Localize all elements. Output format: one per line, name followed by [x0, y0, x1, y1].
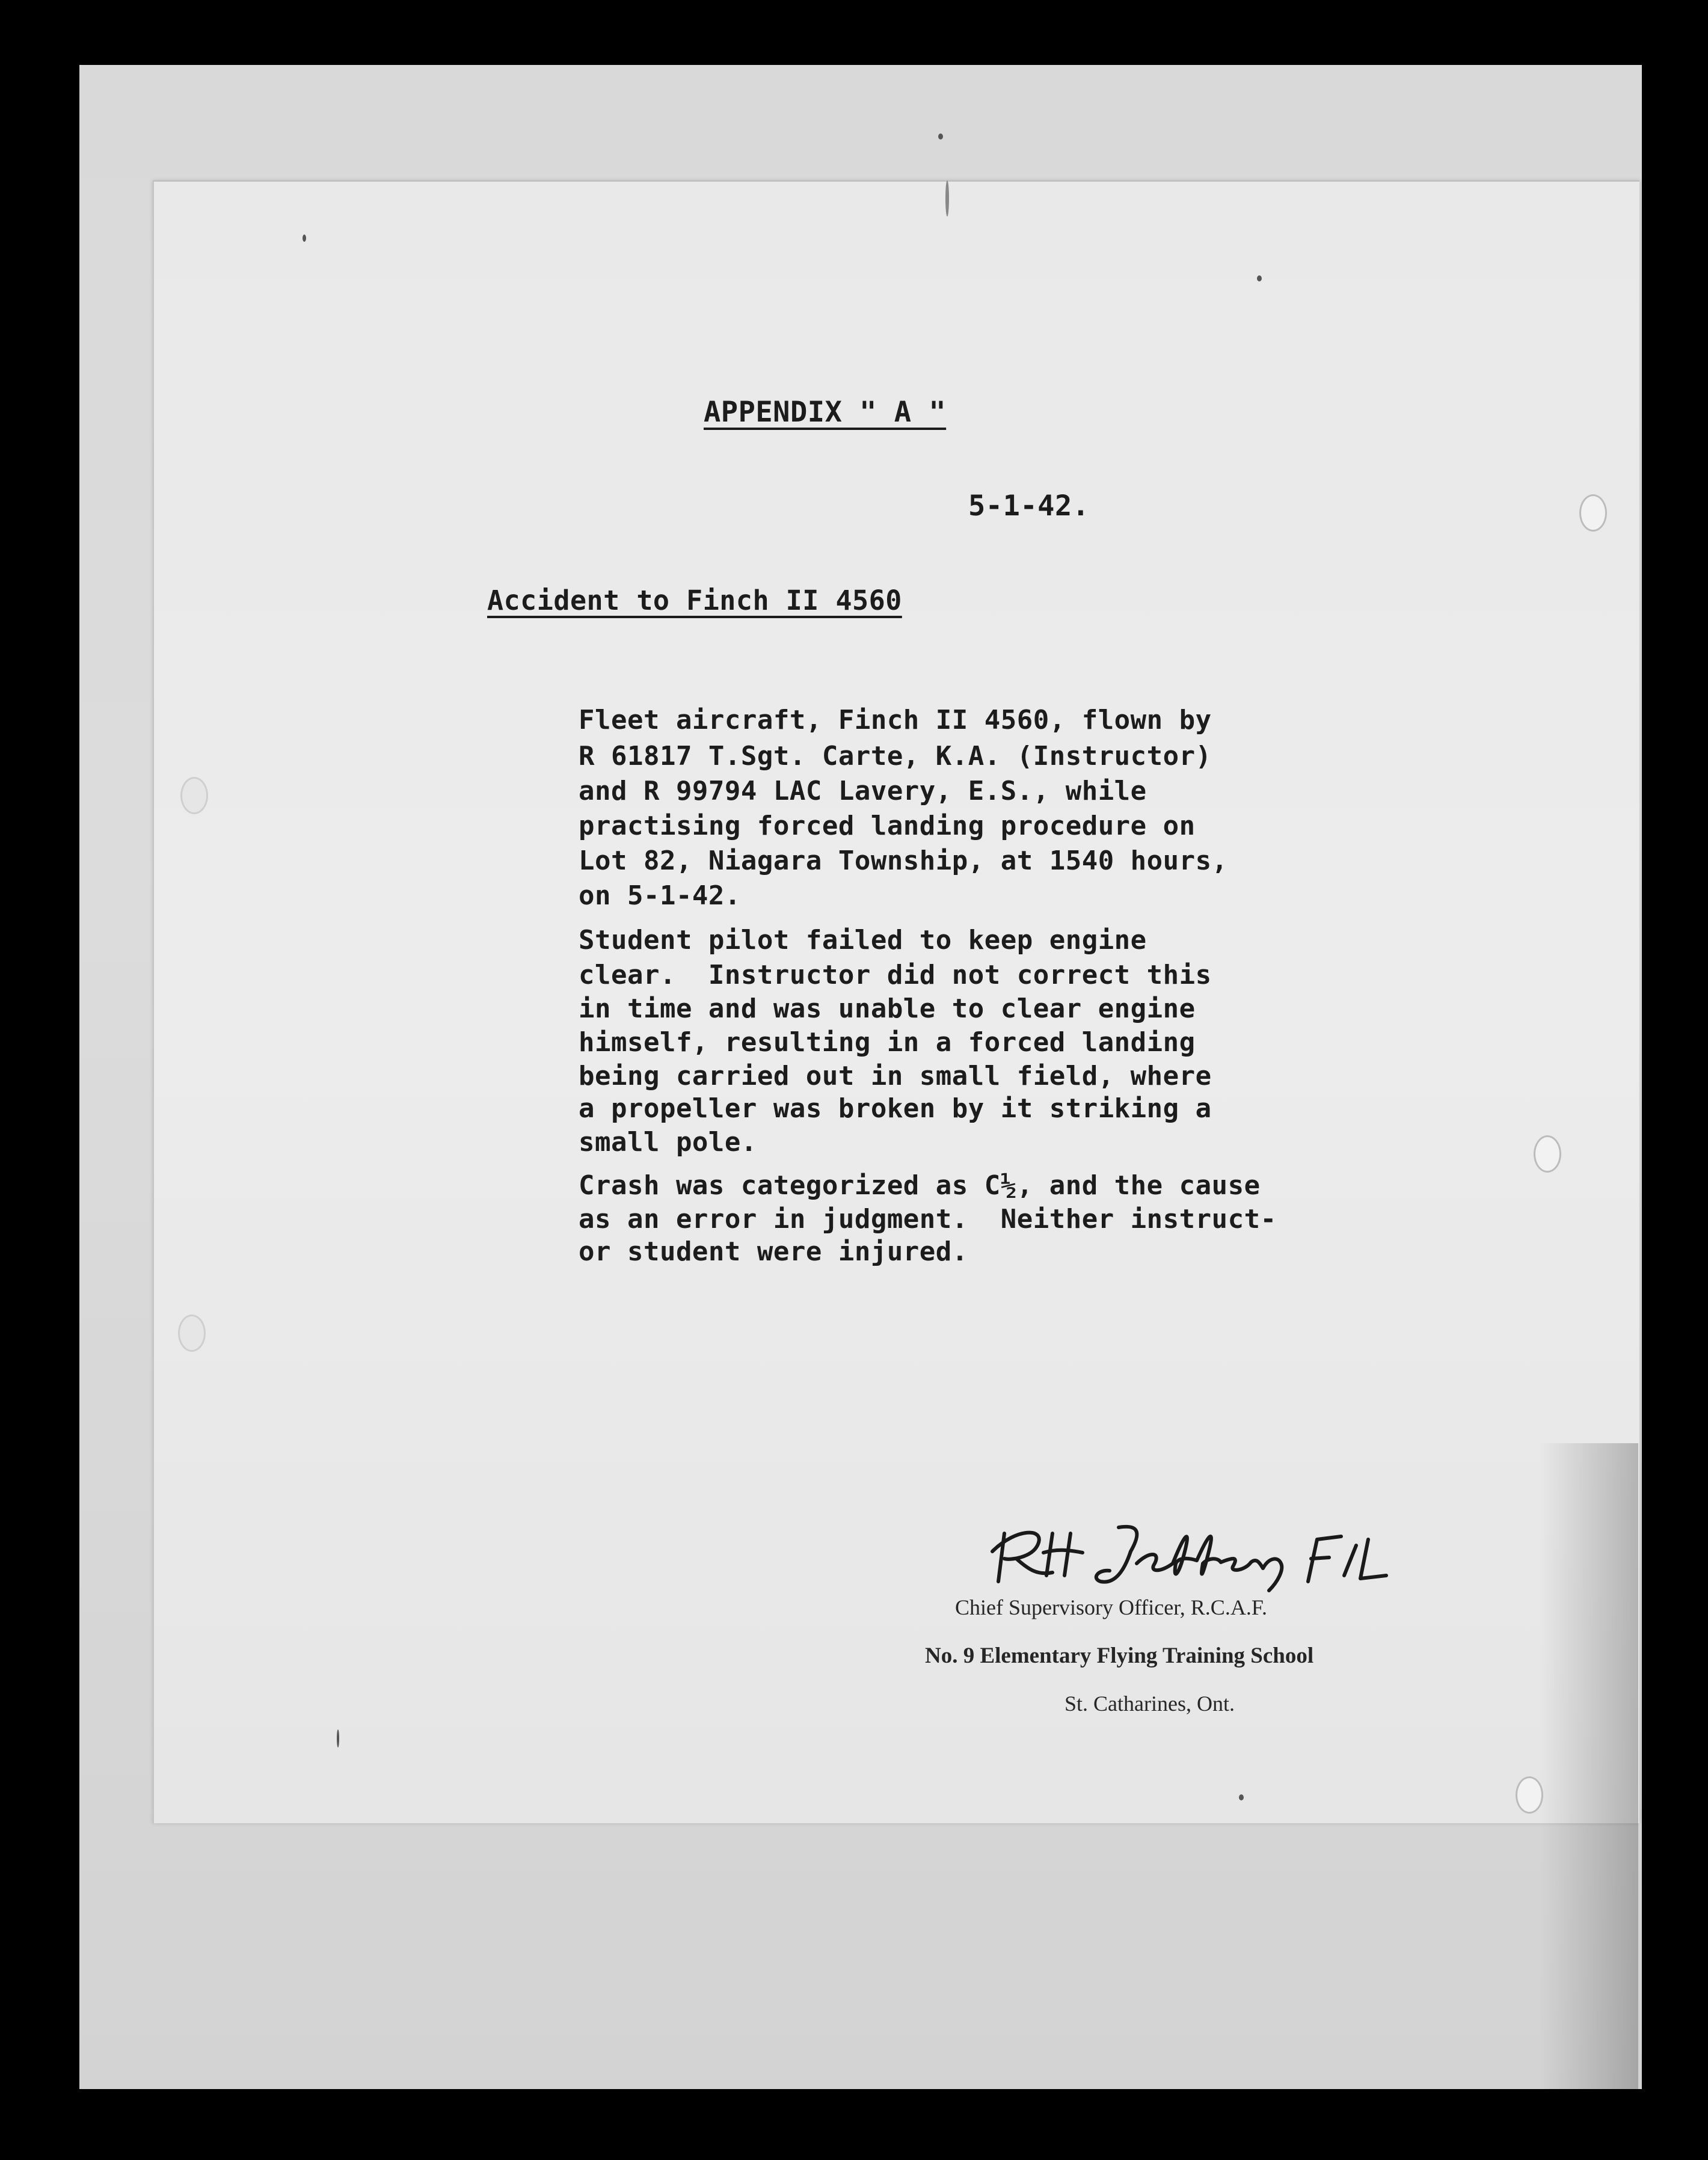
paragraph-2-line: Student pilot failed to keep engine	[579, 925, 1147, 956]
signatory-title: Chief Supervisory Officer, R.C.A.F.	[955, 1595, 1267, 1619]
scan-speck	[945, 180, 949, 216]
punch-hole-right-mid	[1534, 1135, 1561, 1173]
scan-speck	[303, 235, 306, 242]
punch-hole-right-top	[1579, 494, 1607, 532]
subject-heading: Accident to Finch II 4560	[487, 584, 902, 616]
paragraph-1-line: on 5-1-42.	[579, 880, 741, 911]
paragraph-1-line: Fleet aircraft, Finch II 4560, flown by	[579, 705, 1212, 735]
appendix-heading: APPENDIX " A "	[704, 396, 947, 429]
scan-speck	[1257, 275, 1262, 281]
punch-hole-left-low	[178, 1315, 206, 1352]
paragraph-2-line: in time and was unable to clear engine	[579, 993, 1196, 1024]
handwritten-signature	[980, 1515, 1413, 1594]
paragraph-2-line: clear. Instructor did not correct this	[579, 960, 1212, 990]
document-date: 5-1-42.	[968, 489, 1090, 523]
punch-hole-left-top	[180, 777, 208, 814]
paragraph-1-line: Lot 82, Niagara Township, at 1540 hours,	[579, 845, 1228, 876]
paragraph-2-line: a propeller was broken by it striking a	[579, 1093, 1212, 1124]
scan-speck	[1239, 1794, 1244, 1800]
scan-speck	[938, 133, 943, 140]
paragraph-3-line: or student were injured.	[579, 1236, 968, 1267]
paragraph-1-line: practising forced landing procedure on	[579, 811, 1196, 841]
paragraph-3-line: as an error in judgment. Neither instruct-	[579, 1204, 1277, 1235]
paragraph-2-line: small pole.	[579, 1127, 757, 1158]
paragraph-1-line: and R 99794 LAC Lavery, E.S., while	[579, 776, 1147, 806]
punch-hole-right-low	[1516, 1776, 1543, 1814]
signature-block	[902, 1515, 1504, 1720]
signatory-unit: No. 9 Elementary Flying Training School	[925, 1643, 1314, 1668]
paragraph-2-line: himself, resulting in a forced landing	[579, 1027, 1196, 1058]
paper-edge-shadow	[1540, 1443, 1638, 2089]
signatory-location: St. Catharines, Ont.	[1064, 1692, 1235, 1716]
paragraph-2-line: being carried out in small field, where	[579, 1061, 1212, 1091]
scan-speck	[337, 1729, 339, 1747]
paragraph-3-line: Crash was categorized as C½, and the cause	[579, 1170, 1261, 1201]
paragraph-1-line: R 61817 T.Sgt. Carte, K.A. (Instructor)	[579, 741, 1212, 772]
